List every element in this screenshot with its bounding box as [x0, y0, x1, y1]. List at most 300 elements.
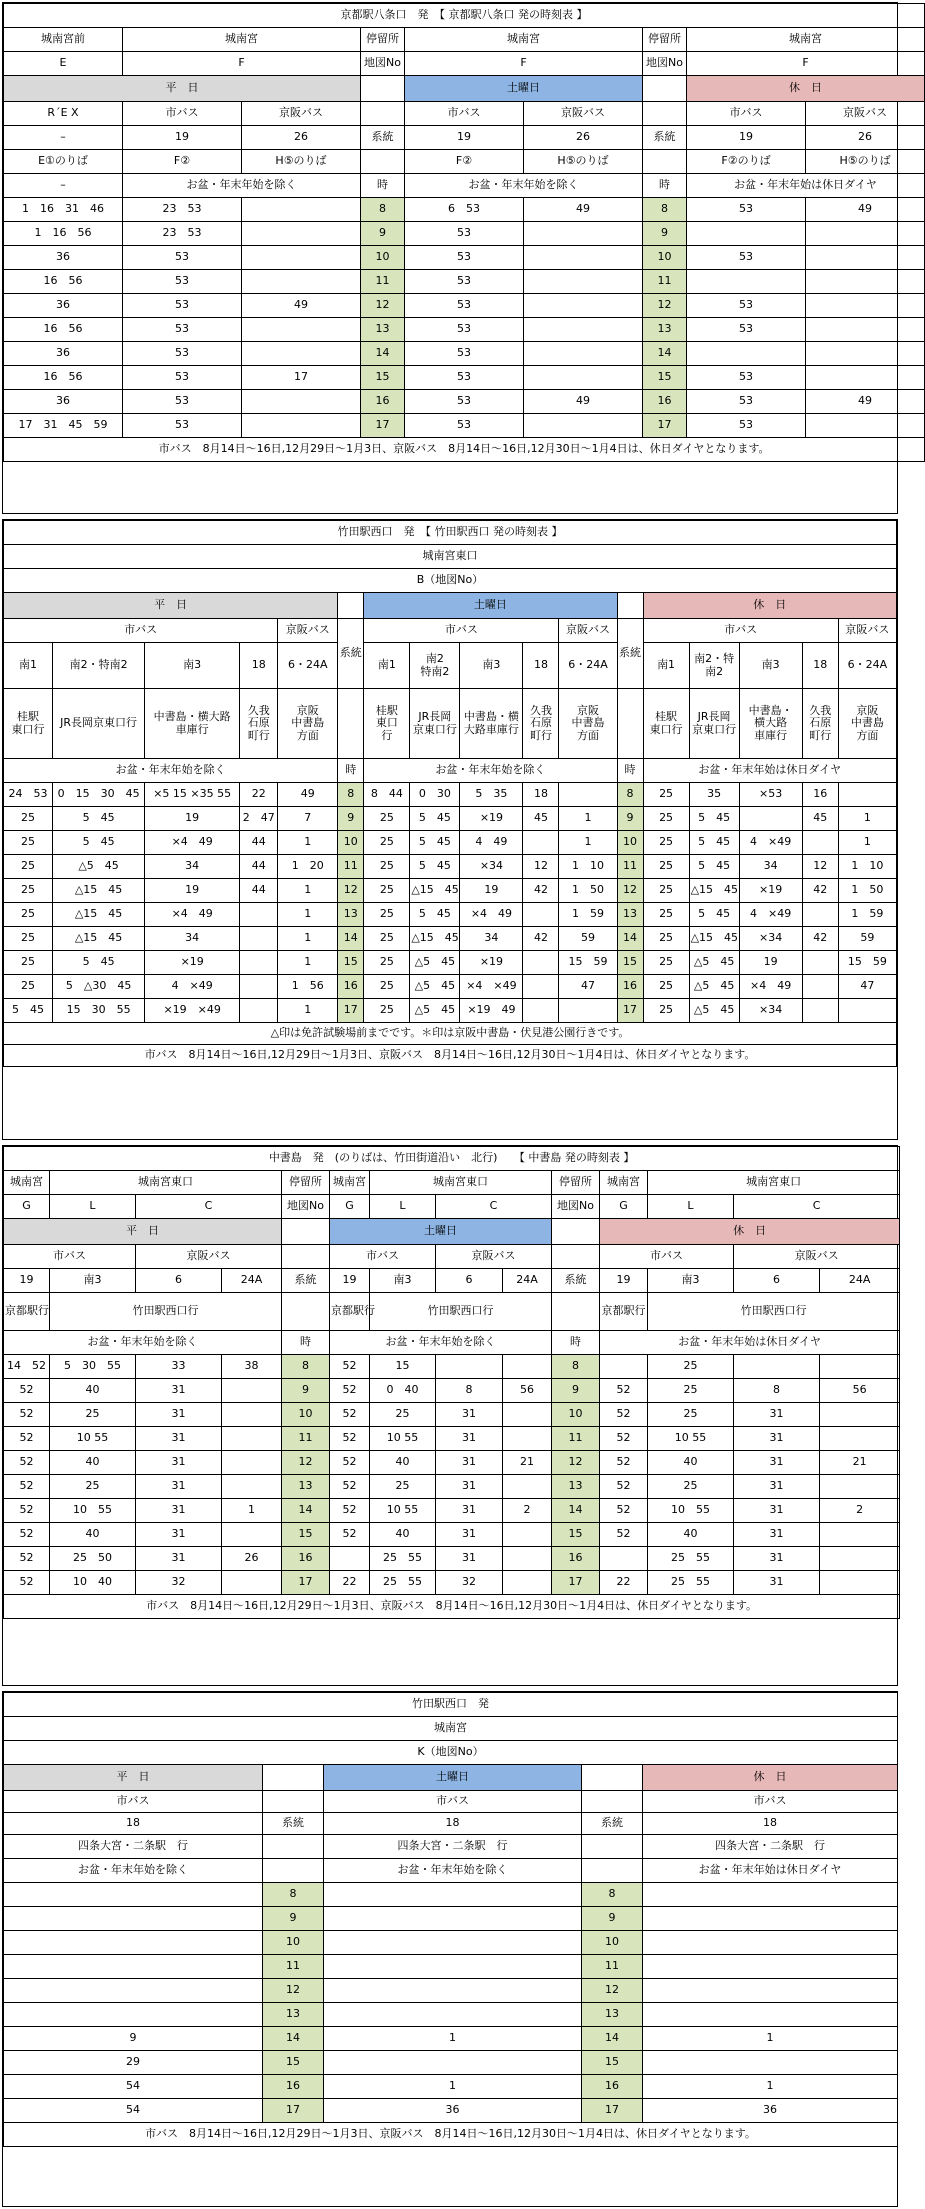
departure-cell: 1 50 [559, 879, 617, 903]
departure-cell: 52 [4, 1571, 50, 1595]
departure-cell: 52 [4, 1547, 50, 1571]
departure-cell: 49 [806, 198, 925, 222]
departure-cell: 22 [330, 1571, 370, 1595]
departure-cell: 8 [734, 1379, 820, 1403]
departure-cell [240, 951, 278, 975]
hour-cell: 14 [361, 342, 405, 366]
hour-cell: 11 [263, 1955, 324, 1979]
departure-cell: 16 56 [4, 270, 123, 294]
map-no: K（地図No） [4, 1741, 898, 1765]
departure-cell: ×4 49 [460, 903, 523, 927]
note: お盆・年末年始は休日ダイヤ [687, 174, 925, 198]
departure-cell [802, 903, 838, 927]
departure-cell [222, 1475, 282, 1499]
departure-cell: 53 [123, 366, 242, 390]
departure-cell [523, 831, 559, 855]
departure-cell: 1 [324, 2027, 582, 2051]
departure-cell: 5 45 [410, 807, 460, 831]
departure-cell: 1 [278, 999, 338, 1023]
hour-cell: 9 [552, 1379, 600, 1403]
timetable-grid [3, 3, 925, 462]
departure-cell [240, 927, 278, 951]
time-row [4, 198, 925, 222]
departure-cell: 31 [136, 1451, 222, 1475]
departure-cell: 29 [4, 2051, 263, 2075]
departure-cell: 23 53 [123, 198, 242, 222]
departure-cell: 54 [4, 2075, 263, 2099]
departure-cell: 0 30 [410, 783, 460, 807]
stop-name: 城南宮 [4, 1171, 50, 1195]
departure-cell [820, 1547, 900, 1571]
spacer-cell [338, 689, 364, 759]
time-row [4, 1955, 898, 1979]
destination: 竹田駅西口行 [370, 1293, 552, 1331]
destination: JR長岡京東口行 [53, 689, 145, 759]
departure-cell [687, 342, 806, 366]
time-row [4, 1403, 900, 1427]
hour-cell: 14 [263, 2027, 324, 2051]
departure-cell: 25 [370, 1403, 436, 1427]
departure-cell: 25 [648, 1355, 734, 1379]
departure-cell: 25 [364, 927, 410, 951]
departure-cell: 4 49 [460, 831, 523, 855]
departure-cell: 36 [643, 2099, 898, 2123]
departure-cell: 31 [436, 1451, 503, 1475]
departure-cell [330, 1547, 370, 1571]
departure-cell [324, 1955, 582, 1979]
destination: 中書島・横大路 車庫行 [145, 689, 240, 759]
stop-name: 城南宮 [4, 1717, 898, 1741]
time-row [4, 855, 897, 879]
destination: 中書島・ 横大路 車庫行 [739, 689, 802, 759]
route: 6・24A [559, 643, 617, 689]
destination: 京都駅行 [330, 1293, 370, 1331]
note: お盆・年末年始を除く [123, 174, 361, 198]
section-title: 京都駅八条口 発 【 京都駅八条口 発の時刻表 】 [4, 4, 925, 28]
route: 南1 [364, 643, 410, 689]
departure-cell: 25 [648, 1475, 734, 1499]
departure-cell [523, 903, 559, 927]
time-row [4, 927, 897, 951]
operator: 市バス [330, 1245, 436, 1269]
time-row [4, 1379, 900, 1403]
departure-cell: 2 47 [240, 807, 278, 831]
spacer-cell [617, 689, 643, 759]
departure-cell: 52 [600, 1427, 648, 1451]
hour-cell: 13 [552, 1475, 600, 1499]
departure-cell: 1 50 [838, 879, 896, 903]
saturday-header: 土曜日 [324, 1765, 582, 1791]
departure-cell: △5 45 [410, 999, 460, 1023]
weekday-header: 平 日 [4, 593, 338, 619]
departure-cell: 56 [820, 1379, 900, 1403]
hour-cell: 14 [617, 927, 643, 951]
map-letter: L [370, 1195, 436, 1219]
departure-cell: 45 [802, 807, 838, 831]
hour-cell: 15 [552, 1523, 600, 1547]
operator: 市バス [324, 1791, 582, 1813]
departure-cell [739, 807, 802, 831]
time-row [4, 2051, 898, 2075]
route: 24A [820, 1269, 900, 1293]
departure-cell: 5 45 [689, 855, 739, 879]
timetable-takeda-nishiguchi-18 [2, 1691, 898, 2207]
departure-cell: △15 45 [410, 927, 460, 951]
hour-cell: 9 [263, 1907, 324, 1931]
departure-cell: 25 [4, 975, 53, 999]
hour-cell: 11 [338, 855, 364, 879]
departure-cell: 31 [734, 1499, 820, 1523]
departure-cell: ×19 [145, 951, 240, 975]
departure-cell: △15 45 [689, 879, 739, 903]
departure-cell: 1 [643, 2075, 898, 2099]
destination: JR長岡 京東口行 [689, 689, 739, 759]
hour-cell: 11 [617, 855, 643, 879]
departure-cell: 31 [136, 1547, 222, 1571]
departure-cell: 5 45 [410, 903, 460, 927]
departure-cell: 52 [600, 1403, 648, 1427]
departure-cell: 52 [330, 1451, 370, 1475]
departure-cell: 59 [559, 927, 617, 951]
operator: 市バス [123, 102, 242, 126]
departure-cell: 40 [370, 1451, 436, 1475]
stop-name: 城南宮東口 [370, 1171, 552, 1195]
departure-cell [838, 783, 896, 807]
hour-cell: 8 [582, 1883, 643, 1907]
note: お盆・年末年始を除く [324, 1859, 582, 1883]
hour-cell: 15 [263, 2051, 324, 2075]
map-label: 地図No [643, 52, 687, 76]
hour-cell: 16 [361, 390, 405, 414]
time-row [4, 1883, 898, 1907]
departure-cell: 25 [50, 1403, 136, 1427]
route-label: 系統 [361, 126, 405, 150]
departure-cell: 5 30 55 [50, 1355, 136, 1379]
departure-cell: △15 45 [53, 903, 145, 927]
departure-cell: 25 [364, 903, 410, 927]
footer-note: 市バス 8月14日～16日,12月29日～1月3日、京阪バス 8月14日～16日,12月30日～1月4日は、休日ダイヤとなります。 [4, 2123, 898, 2147]
departure-cell: 17 [242, 366, 361, 390]
departure-cell: 52 [4, 1403, 50, 1427]
departure-cell: 1 16 31 46 [4, 198, 123, 222]
hour-cell: 13 [582, 2003, 643, 2027]
time-row [4, 2003, 898, 2027]
departure-cell: 25 55 [370, 1571, 436, 1595]
weekday-header: 平 日 [4, 1765, 263, 1791]
departure-cell: ×19 [460, 951, 523, 975]
departure-cell: 53 [687, 390, 806, 414]
departure-cell: 52 [4, 1475, 50, 1499]
stop-label: 停留所 [552, 1171, 600, 1195]
departure-cell: 10 40 [50, 1571, 136, 1595]
hour-cell: 8 [263, 1883, 324, 1907]
symbol-note: △印は免許試験場前までです。＊印は京阪中書島・伏見港公園行きです。 [4, 1023, 897, 1045]
departure-cell: 49 [524, 390, 643, 414]
hour-cell: 16 [282, 1547, 330, 1571]
hour-cell: 17 [263, 2099, 324, 2123]
timetable-kyoto-hachijo [2, 2, 898, 514]
departure-cell: 40 [370, 1523, 436, 1547]
departure-cell: ×5 15 ×35 55 [145, 783, 240, 807]
route: 南2・特南2 [689, 643, 739, 689]
hour-cell: 10 [582, 1931, 643, 1955]
map-letter: F [687, 52, 925, 76]
departure-cell: 31 [436, 1427, 503, 1451]
departure-cell: 31 [734, 1547, 820, 1571]
departure-cell: 1 [559, 831, 617, 855]
time-row [4, 1547, 900, 1571]
departure-cell: 40 [648, 1523, 734, 1547]
departure-cell: 25 [364, 999, 410, 1023]
departure-cell [324, 1979, 582, 2003]
hour-cell: 9 [617, 807, 643, 831]
departure-cell: △5 45 [53, 855, 145, 879]
note: お盆・年末年始は休日ダイヤ [600, 1331, 900, 1355]
operator: 京阪バス [838, 619, 896, 643]
departure-cell [324, 1907, 582, 1931]
route: 18 [643, 1813, 898, 1835]
departure-cell: 10 55 [370, 1427, 436, 1451]
time-row [4, 390, 925, 414]
hour-cell: 15 [338, 951, 364, 975]
departure-cell: 35 [689, 783, 739, 807]
departure-cell [524, 246, 643, 270]
departure-cell [242, 270, 361, 294]
timetable-grid [3, 520, 897, 1067]
departure-cell: 21 [820, 1451, 900, 1475]
route: 6 [734, 1269, 820, 1293]
departure-cell [524, 366, 643, 390]
map-label: 地図No [552, 1195, 600, 1219]
departure-cell: 25 [4, 903, 53, 927]
departure-cell: 53 [405, 294, 524, 318]
footer-note: 市バス 8月14日～16日,12月29日～1月3日、京阪バス 8月14日～16日,12月30日～1月4日は、休日ダイヤとなります。 [4, 1045, 897, 1067]
hour-cell: 11 [582, 1955, 643, 1979]
map-letter: C [436, 1195, 552, 1219]
hour-cell: 9 [582, 1907, 643, 1931]
departure-cell [643, 1955, 898, 1979]
hour-cell: 14 [643, 342, 687, 366]
hour-label: 時 [282, 1331, 330, 1355]
departure-cell: 4 ×49 [739, 903, 802, 927]
hour-cell: 12 [617, 879, 643, 903]
hour-cell: 13 [643, 318, 687, 342]
departure-cell: 24 53 [4, 783, 53, 807]
departure-cell: 45 [523, 807, 559, 831]
departure-cell: 25 [364, 831, 410, 855]
map-label: 地図No [361, 52, 405, 76]
departure-cell: 1 59 [838, 903, 896, 927]
timetable-chushojima [2, 1145, 898, 1686]
departure-cell [242, 246, 361, 270]
map-letter: G [600, 1195, 648, 1219]
note: お盆・年末年始を除く [4, 1331, 282, 1355]
departure-cell: 40 [50, 1523, 136, 1547]
departure-cell: 25 [50, 1475, 136, 1499]
departure-cell: 31 [734, 1475, 820, 1499]
hour-cell: 17 [617, 999, 643, 1023]
departure-cell: △5 45 [689, 999, 739, 1023]
timetable-grid [3, 1146, 900, 1619]
departure-cell: 53 [405, 222, 524, 246]
departure-cell [802, 831, 838, 855]
departure-cell [802, 975, 838, 999]
departure-cell: 52 [4, 1499, 50, 1523]
departure-cell: △15 45 [53, 879, 145, 903]
time-row [4, 318, 925, 342]
departure-cell: 54 [4, 2099, 263, 2123]
hour-cell: 12 [282, 1451, 330, 1475]
stop-label: 停留所 [282, 1171, 330, 1195]
departure-cell [240, 999, 278, 1023]
operator: 京阪バス [806, 102, 925, 126]
destination: 京都駅行 [4, 1293, 50, 1331]
destination: 桂駅 東口行 [4, 689, 53, 759]
time-row [4, 903, 897, 927]
departure-cell: 15 [370, 1355, 436, 1379]
departure-cell: 36 [4, 342, 123, 366]
departure-cell: 53 [687, 366, 806, 390]
map-letter: L [648, 1195, 734, 1219]
time-row [4, 975, 897, 999]
departure-cell: 22 [240, 783, 278, 807]
departure-cell: 1 56 [278, 975, 338, 999]
departure-cell: 42 [802, 927, 838, 951]
departure-cell: 5 45 [4, 999, 53, 1023]
departure-cell: △15 45 [53, 927, 145, 951]
departure-cell: 52 [600, 1499, 648, 1523]
departure-cell: 52 [4, 1451, 50, 1475]
hour-cell: 15 [361, 366, 405, 390]
departure-cell: 0 15 30 45 [53, 783, 145, 807]
footer-note: 市バス 8月14日～16日,12月29日～1月3日、京阪バス 8月14日～16日,12月30日～1月4日は、休日ダイヤとなります。 [4, 1595, 900, 1619]
platform: F② [405, 150, 524, 174]
departure-cell: 10 55 [648, 1499, 734, 1523]
departure-cell: 31 [136, 1379, 222, 1403]
hour-cell: 10 [263, 1931, 324, 1955]
route-row [4, 643, 897, 689]
hour-cell: 11 [282, 1427, 330, 1451]
hour-cell: 17 [361, 414, 405, 438]
departure-cell: 56 [503, 1379, 552, 1403]
departure-cell: △15 45 [410, 879, 460, 903]
departure-cell: 7 [278, 807, 338, 831]
hour-cell: 10 [282, 1403, 330, 1427]
route: 19 [405, 126, 524, 150]
departure-cell: 52 [4, 1379, 50, 1403]
departure-cell [242, 342, 361, 366]
departure-cell [242, 318, 361, 342]
departure-cell: 53 [123, 246, 242, 270]
departure-cell [802, 951, 838, 975]
hour-cell: 9 [361, 222, 405, 246]
destination: 京阪 中書島 方面 [278, 689, 338, 759]
departure-cell [503, 1475, 552, 1499]
departure-cell: 49 [524, 198, 643, 222]
hour-cell: 8 [361, 198, 405, 222]
departure-cell [802, 999, 838, 1023]
departure-cell: 25 55 [648, 1571, 734, 1595]
departure-cell: 52 [600, 1475, 648, 1499]
hour-cell: 13 [338, 903, 364, 927]
departure-cell: 1 [838, 807, 896, 831]
departure-cell [643, 2051, 898, 2075]
hour-cell: 12 [361, 294, 405, 318]
departure-cell: 25 [4, 831, 53, 855]
map-letter: C [136, 1195, 282, 1219]
departure-cell: 52 [330, 1355, 370, 1379]
route: 6・24A [838, 643, 896, 689]
departure-cell [820, 1475, 900, 1499]
destination: 久我 石原 町行 [240, 689, 278, 759]
departure-cell: 53 [123, 270, 242, 294]
departure-cell: 53 [123, 342, 242, 366]
departure-cell: 15 30 55 [53, 999, 145, 1023]
route: 南3 [739, 643, 802, 689]
destination: 竹田駅西口行 [50, 1293, 282, 1331]
departure-cell: 42 [523, 927, 559, 951]
hour-cell: 10 [643, 246, 687, 270]
departure-cell: 19 [145, 879, 240, 903]
departure-cell: 2 [820, 1499, 900, 1523]
saturday-header: 土曜日 [330, 1219, 552, 1245]
departure-cell: 19 [460, 879, 523, 903]
departure-cell: 31 [734, 1571, 820, 1595]
time-rows [4, 1883, 898, 2123]
route: 18 [4, 1813, 263, 1835]
destination: 中書島・横 大路車庫行 [460, 689, 523, 759]
departure-cell: 52 [600, 1523, 648, 1547]
departure-cell [806, 366, 925, 390]
hour-cell: 16 [338, 975, 364, 999]
departure-cell: 33 [136, 1355, 222, 1379]
timetable-grid [3, 1692, 898, 2147]
departure-cell [820, 1427, 900, 1451]
stop-name: 城南宮東口 [648, 1171, 900, 1195]
departure-cell: 34 [145, 855, 240, 879]
hour-label: 時 [361, 174, 405, 198]
departure-cell: 17 31 45 59 [4, 414, 123, 438]
departure-cell: 32 [436, 1571, 503, 1595]
departure-cell: 25 [4, 951, 53, 975]
departure-cell [523, 975, 559, 999]
departure-cell: 31 [136, 1403, 222, 1427]
departure-cell: 31 [436, 1547, 503, 1571]
route-label: 系統 [617, 619, 643, 689]
departure-cell [324, 2003, 582, 2027]
departure-cell: 34 [460, 927, 523, 951]
destination: JR長岡 京東口行 [410, 689, 460, 759]
departure-cell [600, 1547, 648, 1571]
departure-cell [643, 2003, 898, 2027]
departure-cell: 4 ×49 [145, 975, 240, 999]
departure-cell: 44 [240, 831, 278, 855]
departure-cell: ×19 [739, 879, 802, 903]
departure-cell: 21 [503, 1451, 552, 1475]
hour-cell: 12 [582, 1979, 643, 2003]
stop-name: 城南宮 [330, 1171, 370, 1195]
departure-cell: 59 [838, 927, 896, 951]
departure-cell: 38 [222, 1355, 282, 1379]
departure-cell: 1 [222, 1499, 282, 1523]
destination: 桂駅 東口 行 [364, 689, 410, 759]
departure-cell: △15 45 [689, 927, 739, 951]
departure-cell: 19 [739, 951, 802, 975]
departure-cell: 1 [278, 831, 338, 855]
operator: 市バス [405, 102, 524, 126]
departure-cell: 47 [559, 975, 617, 999]
operator: 京阪バス [436, 1245, 552, 1269]
